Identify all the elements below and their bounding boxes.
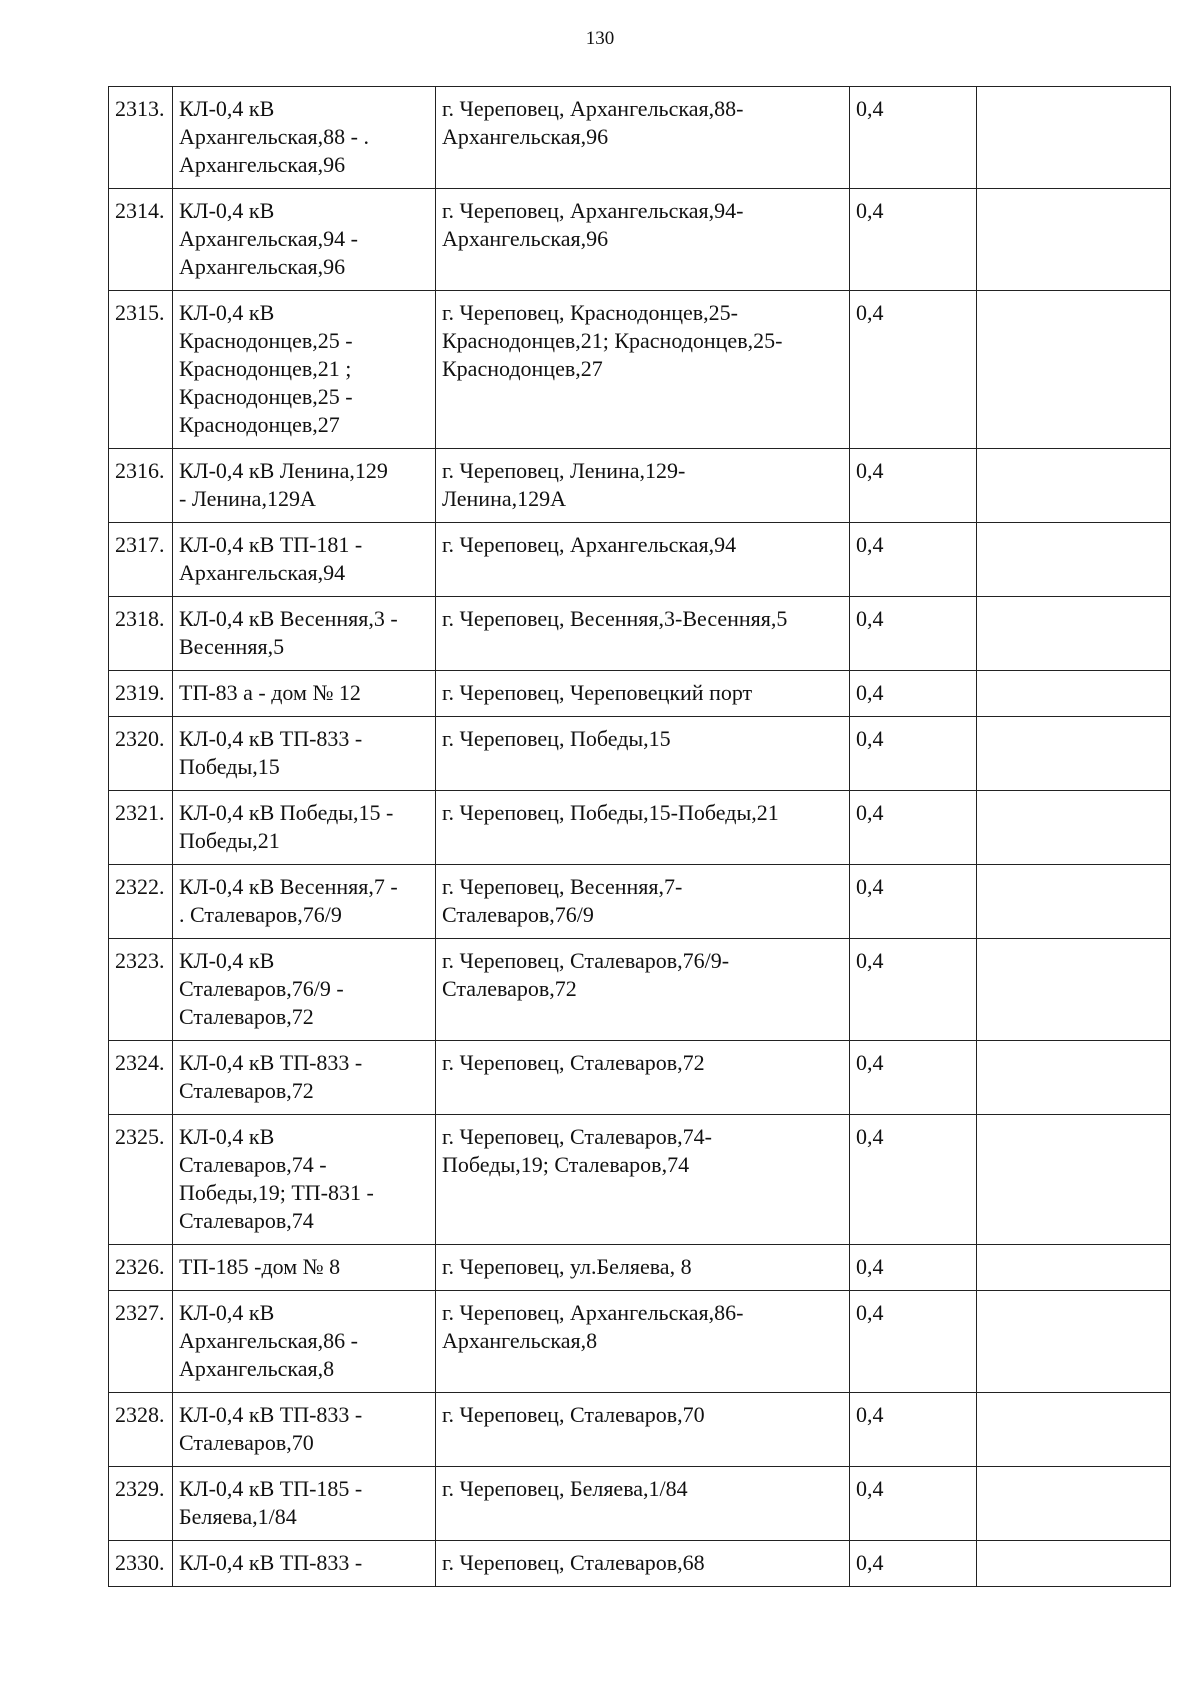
row-number-cell: 2328. xyxy=(109,1393,173,1467)
object-name-cell: КЛ-0,4 кВ Архангельская,86 - Архангельская,8 xyxy=(173,1291,436,1393)
object-name-cell: КЛ-0,4 кВ ТП-833 - xyxy=(173,1541,436,1587)
empty-cell xyxy=(977,865,1171,939)
table-row xyxy=(109,1291,1171,1393)
row-number-cell: 2319. xyxy=(109,671,173,717)
table-row xyxy=(109,671,1171,717)
address-cell: г. Череповец, Череповецкий порт xyxy=(436,671,850,717)
table-row xyxy=(109,1467,1171,1541)
object-name-cell: КЛ-0,4 кВ ТП-185 - Беляева,1/84 xyxy=(173,1467,436,1541)
voltage-cell: 0,4 xyxy=(850,523,977,597)
voltage-cell: 0,4 xyxy=(850,1041,977,1115)
address-cell: г. Череповец, Беляева,1/84 xyxy=(436,1467,850,1541)
voltage-cell: 0,4 xyxy=(850,1541,977,1587)
row-number-cell: 2323. xyxy=(109,939,173,1041)
row-number-cell: 2324. xyxy=(109,1041,173,1115)
row-number-cell: 2321. xyxy=(109,791,173,865)
row-number-cell: 2329. xyxy=(109,1467,173,1541)
voltage-cell: 0,4 xyxy=(850,1467,977,1541)
table-row xyxy=(109,939,1171,1041)
row-number-cell: 2330. xyxy=(109,1541,173,1587)
table-row xyxy=(109,523,1171,597)
address-cell: г. Череповец, Краснодонцев,25- Краснодонцев,21; Краснодонцев,25- Краснодонцев,27 xyxy=(436,291,850,449)
address-cell: г. Череповец, Архангельская,94 xyxy=(436,523,850,597)
empty-cell xyxy=(977,1291,1171,1393)
address-cell: г. Череповец, Архангельская,86- Архангельская,8 xyxy=(436,1291,850,1393)
empty-cell xyxy=(977,791,1171,865)
empty-cell xyxy=(977,1041,1171,1115)
empty-cell xyxy=(977,1467,1171,1541)
address-cell: г. Череповец, Архангельская,88- Архангельская,96 xyxy=(436,87,850,189)
object-name-cell: ТП-83 а - дом № 12 xyxy=(173,671,436,717)
row-number-cell: 2314. xyxy=(109,189,173,291)
table-row xyxy=(109,791,1171,865)
address-cell: г. Череповец, Весенняя,7- Сталеваров,76/9 xyxy=(436,865,850,939)
voltage-cell: 0,4 xyxy=(850,939,977,1041)
table-row xyxy=(109,865,1171,939)
empty-cell xyxy=(977,1245,1171,1291)
empty-cell xyxy=(977,1393,1171,1467)
address-cell: г. Череповец, Сталеваров,76/9- Сталеваров,72 xyxy=(436,939,850,1041)
row-number-cell: 2326. xyxy=(109,1245,173,1291)
voltage-cell: 0,4 xyxy=(850,1291,977,1393)
row-number-cell: 2313. xyxy=(109,87,173,189)
empty-cell xyxy=(977,1541,1171,1587)
voltage-cell: 0,4 xyxy=(850,597,977,671)
object-name-cell: КЛ-0,4 кВ Победы,15 - Победы,21 xyxy=(173,791,436,865)
object-name-cell: КЛ-0,4 кВ ТП-833 - Сталеваров,70 xyxy=(173,1393,436,1467)
row-number-cell: 2316. xyxy=(109,449,173,523)
voltage-cell: 0,4 xyxy=(850,1393,977,1467)
voltage-cell: 0,4 xyxy=(850,87,977,189)
address-cell: г. Череповец, Победы,15 xyxy=(436,717,850,791)
empty-cell xyxy=(977,597,1171,671)
row-number-cell: 2320. xyxy=(109,717,173,791)
empty-cell xyxy=(977,87,1171,189)
address-cell: г. Череповец, Архангельская,94- Архангельская,96 xyxy=(436,189,850,291)
voltage-cell: 0,4 xyxy=(850,671,977,717)
voltage-cell: 0,4 xyxy=(850,449,977,523)
empty-cell xyxy=(977,717,1171,791)
table-row xyxy=(109,449,1171,523)
object-name-cell: КЛ-0,4 кВ ТП-833 - Сталеваров,72 xyxy=(173,1041,436,1115)
voltage-cell: 0,4 xyxy=(850,1115,977,1245)
address-cell: г. Череповец, Сталеваров,68 xyxy=(436,1541,850,1587)
empty-cell xyxy=(977,449,1171,523)
object-name-cell: КЛ-0,4 кВ Архангельская,94 - Архангельская,96 xyxy=(173,189,436,291)
object-name-cell: КЛ-0,4 кВ Краснодонцев,25 - Краснодонцев,21 ; Краснодонцев,25 - Краснодонцев,27 xyxy=(173,291,436,449)
row-number-cell: 2322. xyxy=(109,865,173,939)
table-row xyxy=(109,189,1171,291)
object-name-cell: КЛ-0,4 кВ Весенняя,7 - . Сталеваров,76/9 xyxy=(173,865,436,939)
object-name-cell: ТП-185 -дом № 8 xyxy=(173,1245,436,1291)
object-name-cell: КЛ-0,4 кВ Ленина,129 - Ленина,129А xyxy=(173,449,436,523)
object-name-cell: КЛ-0,4 кВ Сталеваров,74 - Победы,19; ТП-831 - Сталеваров,74 xyxy=(173,1115,436,1245)
row-number-cell: 2315. xyxy=(109,291,173,449)
address-cell: г. Череповец, Сталеваров,72 xyxy=(436,1041,850,1115)
registry-table xyxy=(108,86,1171,1587)
address-cell: г. Череповец, ул.Беляева, 8 xyxy=(436,1245,850,1291)
voltage-cell: 0,4 xyxy=(850,717,977,791)
object-name-cell: КЛ-0,4 кВ ТП-181 - Архангельская,94 xyxy=(173,523,436,597)
voltage-cell: 0,4 xyxy=(850,291,977,449)
table-row xyxy=(109,1245,1171,1291)
page-number: 130 xyxy=(585,28,615,49)
registry-table-body xyxy=(109,87,1171,1587)
empty-cell xyxy=(977,1115,1171,1245)
object-name-cell: КЛ-0,4 кВ Сталеваров,76/9 - Сталеваров,72 xyxy=(173,939,436,1041)
table-row xyxy=(109,291,1171,449)
table-row xyxy=(109,1041,1171,1115)
voltage-cell: 0,4 xyxy=(850,791,977,865)
table-row xyxy=(109,87,1171,189)
object-name-cell: КЛ-0,4 кВ Весенняя,3 - Весенняя,5 xyxy=(173,597,436,671)
object-name-cell: КЛ-0,4 кВ Архангельская,88 - . Архангельская,96 xyxy=(173,87,436,189)
object-name-cell: КЛ-0,4 кВ ТП-833 - Победы,15 xyxy=(173,717,436,791)
table-row xyxy=(109,717,1171,791)
address-cell: г. Череповец, Сталеваров,70 xyxy=(436,1393,850,1467)
table-row xyxy=(109,1393,1171,1467)
voltage-cell: 0,4 xyxy=(850,1245,977,1291)
table-row xyxy=(109,1115,1171,1245)
voltage-cell: 0,4 xyxy=(850,189,977,291)
row-number-cell: 2318. xyxy=(109,597,173,671)
table-row xyxy=(109,1541,1171,1587)
address-cell: г. Череповец, Ленина,129- Ленина,129А xyxy=(436,449,850,523)
row-number-cell: 2325. xyxy=(109,1115,173,1245)
voltage-cell: 0,4 xyxy=(850,865,977,939)
address-cell: г. Череповец, Весенняя,3-Весенняя,5 xyxy=(436,597,850,671)
address-cell: г. Череповец, Сталеваров,74- Победы,19; Сталеваров,74 xyxy=(436,1115,850,1245)
table-row xyxy=(109,597,1171,671)
row-number-cell: 2317. xyxy=(109,523,173,597)
row-number-cell: 2327. xyxy=(109,1291,173,1393)
empty-cell xyxy=(977,189,1171,291)
empty-cell xyxy=(977,523,1171,597)
address-cell: г. Череповец, Победы,15-Победы,21 xyxy=(436,791,850,865)
empty-cell xyxy=(977,671,1171,717)
empty-cell xyxy=(977,939,1171,1041)
empty-cell xyxy=(977,291,1171,449)
